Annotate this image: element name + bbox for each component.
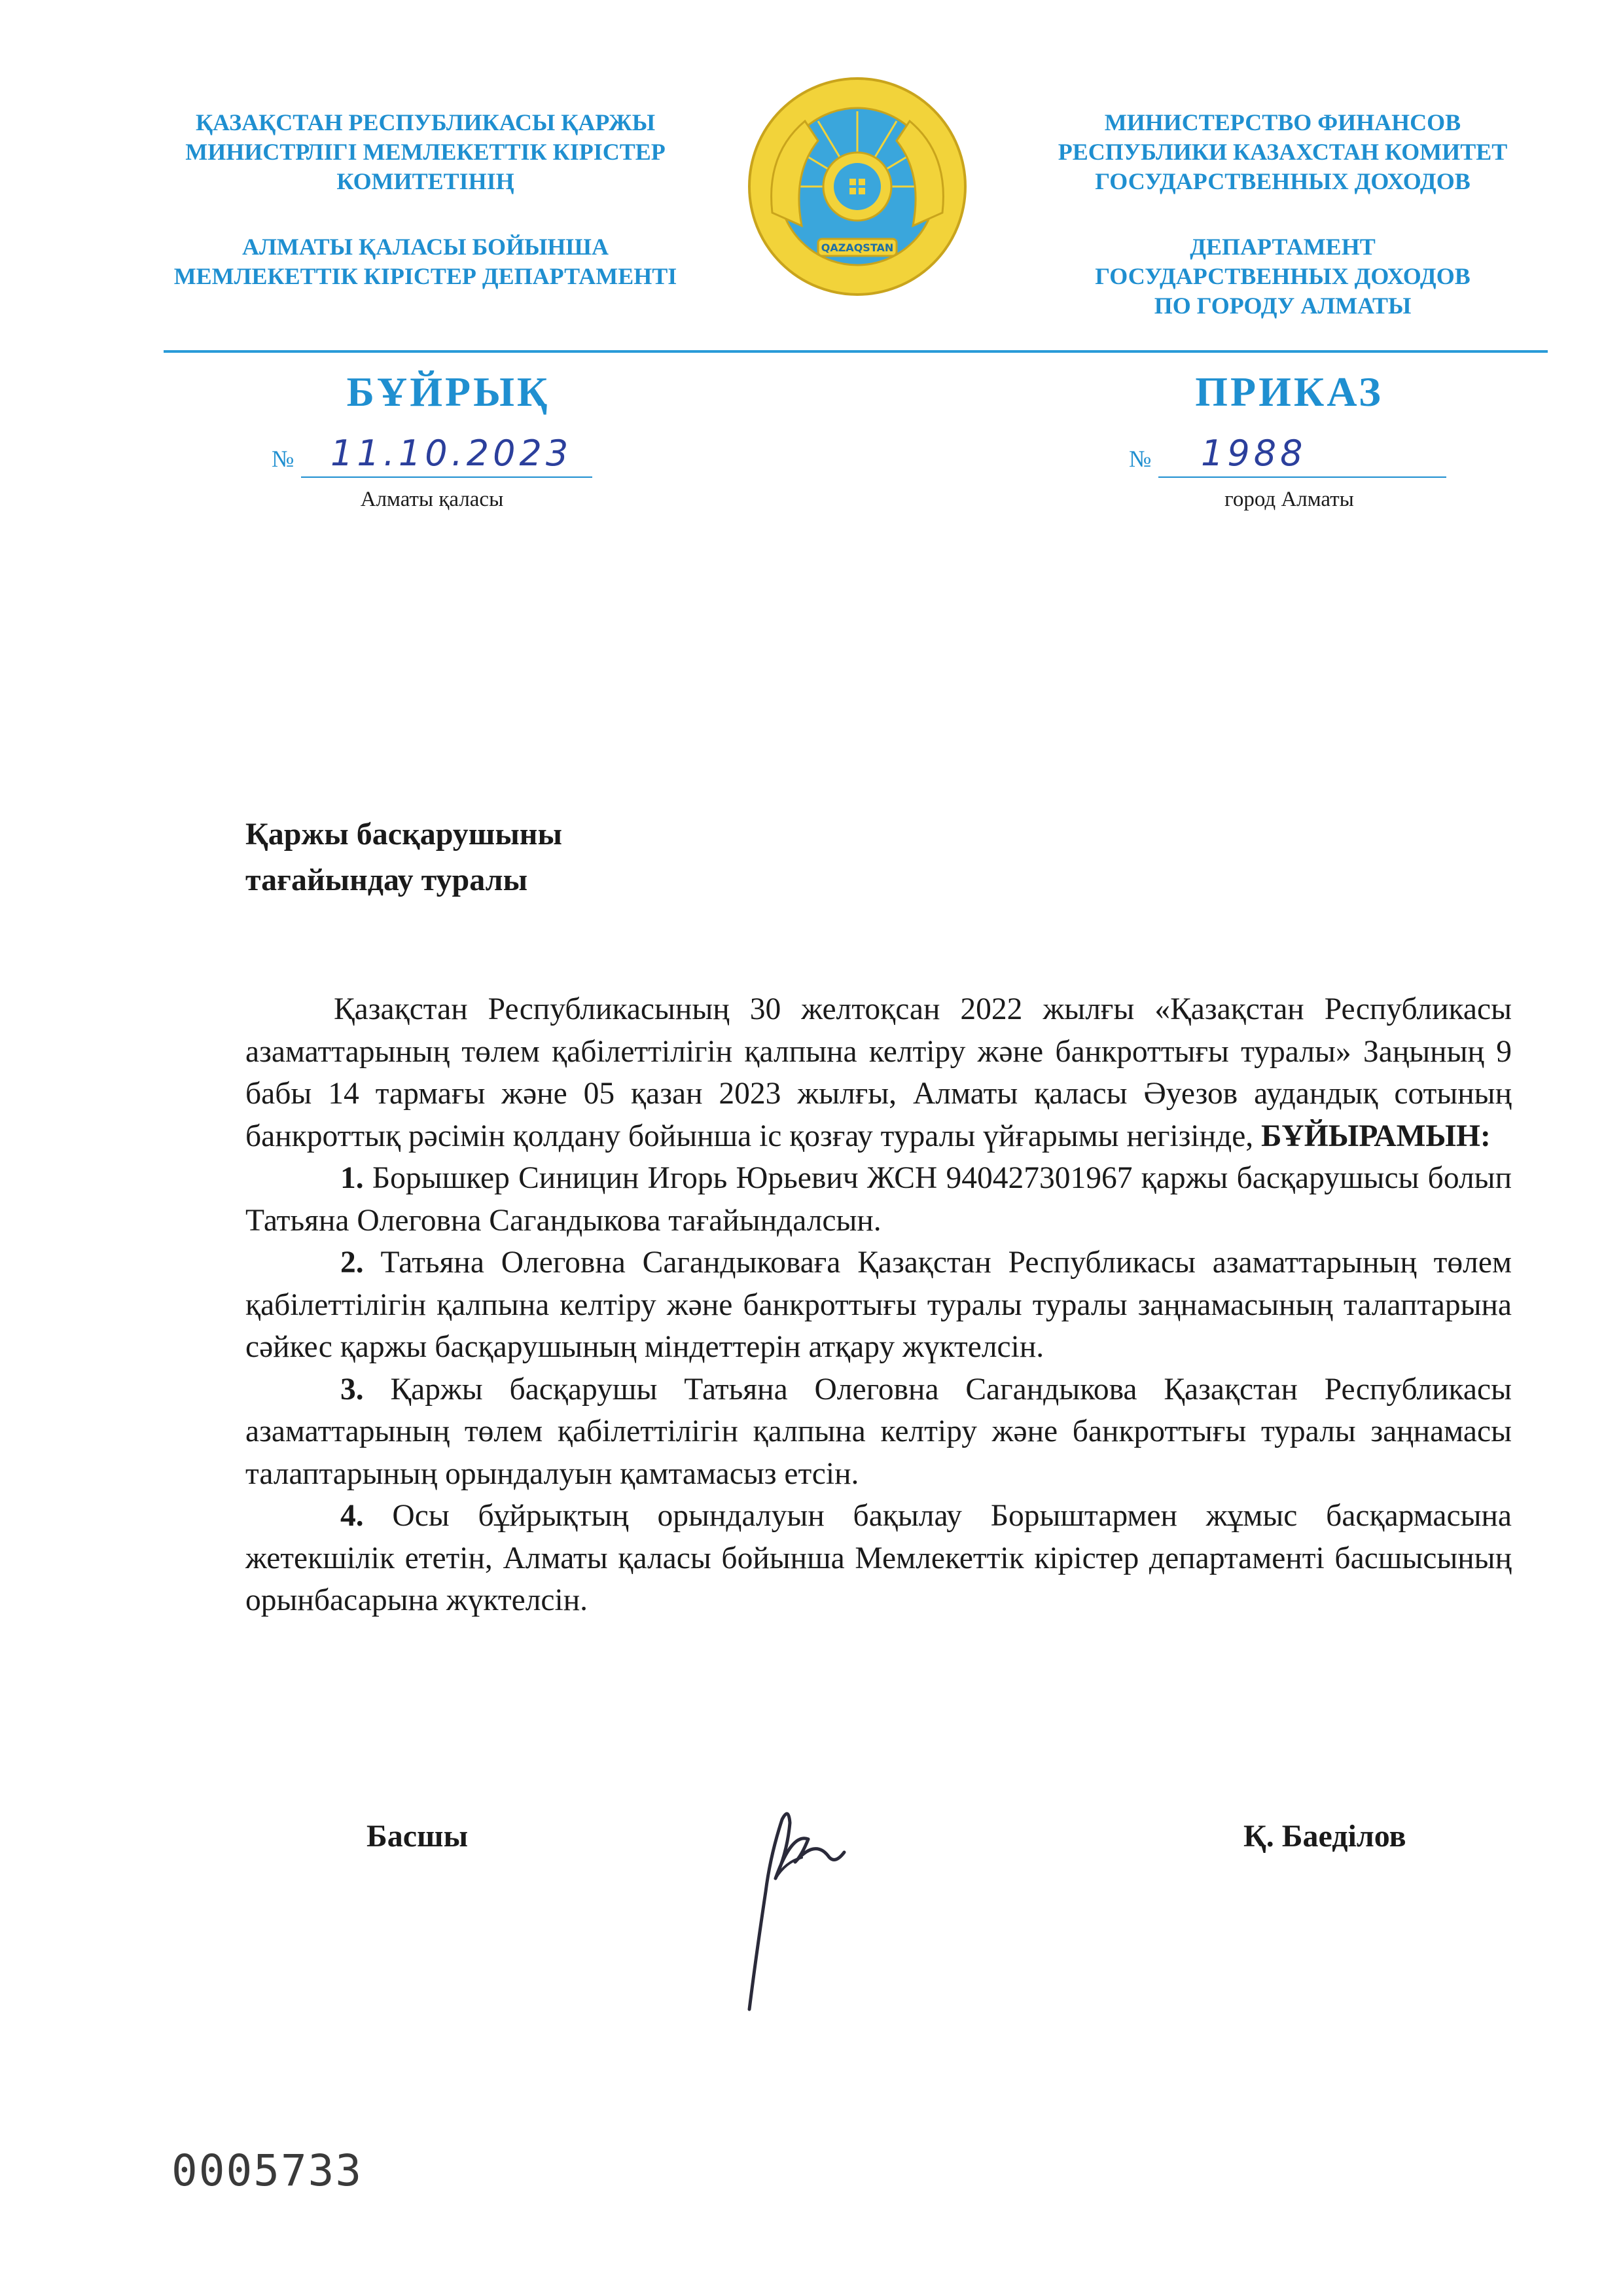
signatory-name: Қ. Баеділов [1243,1819,1406,1854]
number-sign: № [272,446,294,472]
order-item-4 [245,1495,1512,1622]
header-kz-committee-line-2: МИНИСТРЛІГІ МЕМЛЕКЕТТІК КІРІСТЕР [185,139,666,165]
city-kz: Алматы қаласы [360,488,504,511]
order-title-kz: БҰЙРЫҚ [346,368,550,415]
handwritten-number: 1988 [1201,433,1307,474]
order-item-1 [245,1157,1512,1242]
order-item-3 [245,1369,1512,1496]
preamble-paragraph [245,988,1512,1157]
preamble-text: Қазақстан Республикасының 30 желтоқсан 2022 жылғы «Қазақстан Республикасы азаматтарының төлем қабілеттілігін қалпына келтіру және банкроттығы туралы» Заңының 9 бабы 14 тармағы және 05 қазан 2023 жылғы, Алматы қаласы Әуезов аудандық сотының банкроттық рәсімін қолдану бойынша іс қозғау туралы үйғарымы негізінде, [245,992,1512,1153]
item-number: 3. [340,1372,364,1407]
order-item-2 [245,1242,1512,1369]
order-date-field [272,432,592,478]
header-kz-department-line-1: АЛМАТЫ ҚАЛАСЫ БОЙЫНША [242,234,609,260]
header-ru-committee-line-3: ГОСУДАРСТВЕННЫХ ДОХОДОВ [1095,168,1471,194]
header-ru-department-line-1: ДЕПАРТАМЕНТ [1190,234,1376,260]
subject-line-2: тағайындау туралы [245,863,528,897]
svg-text:QAZAQSTAN: QAZAQSTAN [821,242,894,254]
number-sign: № [1129,446,1152,472]
order-body [245,988,1512,1622]
header-divider [164,350,1548,353]
header-ru-department-line-2: ГОСУДАРСТВЕННЫХ ДОХОДОВ [1095,263,1471,289]
item-number: 2. [340,1246,364,1280]
header-ru-committee-line-1: МИНИСТЕРСТВО ФИНАНСОВ [1104,109,1461,135]
header-kz-block [131,108,720,291]
header-ru-department-line-3: ПО ГОРОДУ АЛМАТЫ [1154,293,1412,319]
number-underline [1158,476,1446,478]
header-ru-committee-line-2: РЕСПУБЛИКИ КАЗАХСТАН КОМИТЕТ [1058,139,1508,165]
subject-line-1: Қаржы басқарушыны [245,817,562,852]
signatory-position: Басшы [366,1819,469,1854]
item-text: Борышкер Синицин Игорь Юрьевич ЖСН 940427301967 қаржы басқарушысы болып Татьяна Олеговна Сагандыкова тағайындалсын. [245,1161,1512,1238]
item-text: Осы бұйрықтың орындалуын бақылау Борыштармен жұмыс басқармасына жетекшілік ететін, Алматы қаласы бойынша Мемлекеттік кірістер департаменті басшысының орынбасарына жүктелсін. [245,1499,1512,1617]
header-kz-committee-line-1: ҚАЗАҚСТАН РЕСПУБЛИКАСЫ ҚАРЖЫ [195,109,656,135]
date-underline [301,476,592,478]
item-text: Татьяна Олеговна Сагандыковаға Қазақстан Республикасы азаматтарының төлем қабілеттілігін қалпына келтіру және банкроттығы туралы туралы заңнамасының талаптарына сәйкес қаржы басқарушының міндеттерін атқару жүктелсін. [245,1246,1512,1364]
order-number-field [1129,432,1450,478]
order-title-ru: ПРИКАЗ [1195,368,1383,415]
order-subject [245,812,562,903]
item-number: 1. [340,1161,364,1195]
handwritten-signature-icon [730,1793,887,2016]
city-ru: город Алматы [1224,488,1354,511]
item-text: Қаржы басқарушы Татьяна Олеговна Сагандыкова Қазақстан Республикасы азаматтарының төлем қабілеттілігін қалпына келтіру және банкроттығы туралы заңнамасы талаптарының орындалуын қамтамасыз етсін. [245,1372,1512,1491]
decree-word: БҰЙЫРАМЫН: [1261,1119,1491,1153]
header-kz-department-line-2: МЕМЛЕКЕТТІК КІРІСТЕР ДЕПАРТАМЕНТІ [173,263,677,289]
header-kz-committee-line-3: КОМИТЕТІНІҢ [336,168,514,194]
state-emblem-icon [746,75,969,298]
item-number: 4. [340,1499,364,1533]
document-serial-number: 0005733 [171,2145,363,2196]
handwritten-date: 11.10.2023 [330,433,573,474]
header-ru-block [988,108,1577,321]
